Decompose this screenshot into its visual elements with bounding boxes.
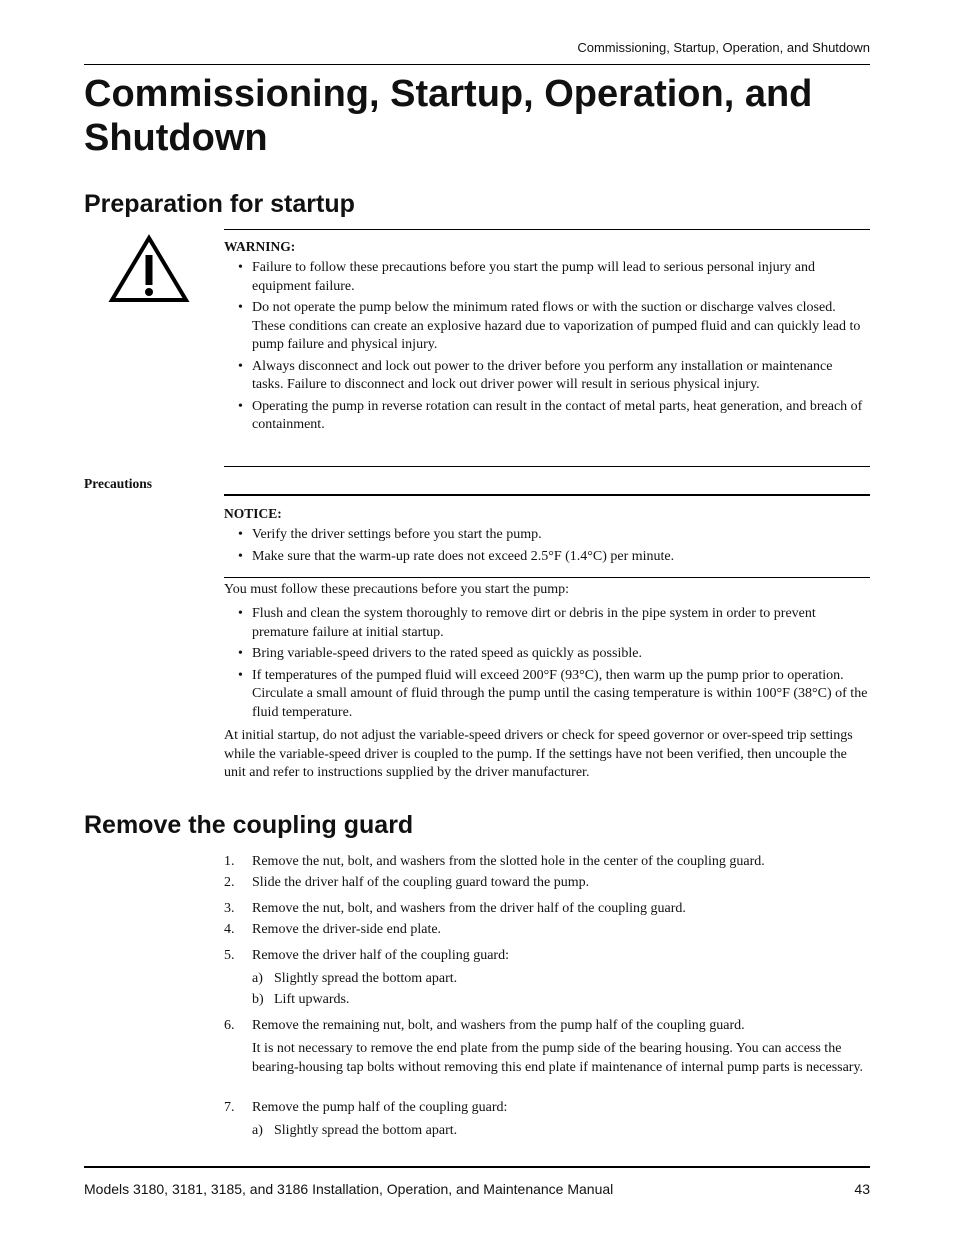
warning-bottom-rule [224, 466, 870, 467]
substep-letter: a) [252, 1123, 263, 1138]
precaution-item: • If temperatures of the pumped fluid will exceed 200°F (93°C), then warm up the pump prior to operation. Circulate a small amount of fluid through the pump until the casing temperature is within 100°F (38°C) of the fluid temperature. [224, 667, 869, 723]
warning-item: • Do not operate the pump below the minimum rated flows or with the suction or discharge valves closed. These conditions can create an explosive hazard due to vaporization of pumped fluid and can quickly lead to pump failure and physical injury. [224, 299, 864, 355]
precautions-list [224, 605, 869, 725]
running-head-text: Commissioning, Startup, Operation, and Shutdown [577, 40, 870, 55]
warning-list [224, 259, 864, 438]
substep-text: Lift upwards. [274, 992, 350, 1007]
step6-note: It is not necessary to remove the end plate from the pump side of the bearing housing. You can access the bearing-housing tap bolts without removing this end plate if maintenance of internal pump parts is necessary. [252, 1041, 864, 1075]
notice-list [224, 526, 864, 569]
footer-manual-title: Models 3180, 3181, 3185, and 3186 Installation, Operation, and Maintenance Manual [84, 1181, 614, 1197]
warning-label: WARNING: [224, 239, 296, 254]
step-number: 1. [224, 854, 235, 869]
step-number: 3. [224, 901, 235, 916]
step-text: Remove the nut, bolt, and washers from the driver half of the coupling guard. [252, 901, 686, 916]
substep-text: Slightly spread the bottom apart. [274, 971, 458, 986]
step-text: Remove the driver-side end plate. [252, 922, 442, 937]
warning-top-rule [224, 229, 870, 230]
precautions-label: Precautions [84, 476, 152, 491]
page-number: 43 [854, 1181, 870, 1197]
notice-label: NOTICE: [224, 506, 282, 521]
step-number: 6. [224, 1018, 235, 1033]
warning-item: • Operating the pump in reverse rotation can result in the contact of metal parts, heat generation, and breach of containment. [224, 398, 864, 435]
substep-letter: a) [252, 971, 263, 986]
substep-text: Slightly spread the bottom apart. [274, 1123, 458, 1138]
warning-item: • Failure to follow these precautions before you start the pump will lead to serious personal injury and equipment failure. [224, 259, 864, 296]
step-text: Remove the remaining nut, bolt, and washers from the pump half of the coupling guard. [252, 1018, 745, 1033]
precaution-item: • Flush and clean the system thoroughly to remove dirt or debris in the pipe system in order to prevent premature failure at initial startup. [224, 605, 869, 642]
footer-rule [84, 1166, 870, 1168]
notice-top-rule [224, 494, 870, 496]
notice-item: • Verify the driver settings before you start the pump. [224, 526, 864, 545]
step-number: 7. [224, 1100, 235, 1115]
section-title-coupling-guard: Remove the coupling guard [84, 811, 414, 839]
step-number: 5. [224, 948, 235, 963]
running-head [84, 40, 870, 65]
step-number: 2. [224, 875, 235, 890]
notice-item: • Make sure that the warm-up rate does not exceed 2.5°F (1.4°C) per minute. [224, 548, 864, 567]
warning-item: • Always disconnect and lock out power to the driver before you perform any installation or maintenance tasks. Failure to disconnect and lock out driver power will result in serious physical injury. [224, 358, 864, 395]
warning-triangle-icon [108, 234, 190, 304]
precaution-item: • Bring variable-speed drivers to the rated speed as quickly as possible. [224, 645, 869, 664]
step-number: 4. [224, 922, 235, 937]
startup-paragraph: At initial startup, do not adjust the variable-speed drivers or check for speed governor or over-speed trip settings while the variable-speed driver is coupled to the pump. If the settings have not been verified, then uncouple the unit and refer to instructions supplied by the driver manufacturer. [224, 728, 853, 780]
step-text: Remove the nut, bolt, and washers from the slotted hole in the center of the coupling guard. [252, 854, 765, 869]
chapter-title: Commissioning, Startup, Operation, and Shutdown [84, 73, 813, 159]
section-title-preparation: Preparation for startup [84, 190, 355, 218]
step-text: Slide the driver half of the coupling guard toward the pump. [252, 875, 590, 890]
precautions-intro: You must follow these precautions before you start the pump: [224, 582, 570, 597]
step-text: Remove the driver half of the coupling guard: [252, 948, 509, 963]
step-text: Remove the pump half of the coupling guard: [252, 1100, 508, 1115]
substep-letter: b) [252, 992, 264, 1007]
notice-bottom-rule [224, 577, 870, 578]
